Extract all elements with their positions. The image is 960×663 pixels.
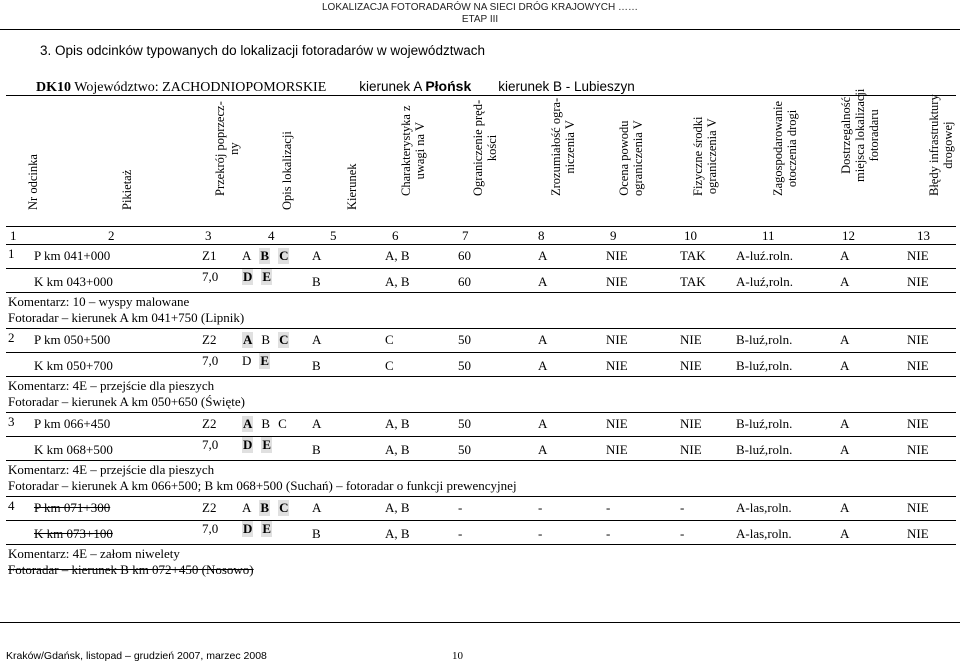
opis-cell: [242, 416, 295, 432]
column-header-line: Nr odcinka: [25, 154, 40, 210]
column-header-11: [770, 98, 799, 224]
column-number: 6: [392, 228, 399, 243]
zagospodarowanie-cell: A-luź.roln.: [736, 248, 794, 263]
page-number: 10: [452, 650, 463, 662]
ograniczenie-cell: 50: [458, 442, 471, 457]
row-rule: [6, 292, 956, 293]
bledy-cell: NIE: [907, 248, 929, 263]
column-header-line: niczenia V: [562, 120, 577, 174]
opis-letter: E: [262, 269, 272, 284]
header-line-2: ETAP III: [461, 14, 499, 25]
column-number: 9: [610, 228, 617, 243]
direction-a: Płońsk: [425, 78, 472, 94]
column-number: 3: [205, 228, 212, 243]
pikietaz-cell: P km 071+300: [34, 500, 111, 515]
opis-letter: B: [260, 500, 270, 515]
column-header-5: [337, 98, 359, 224]
column-header-line: uwagi na V: [412, 122, 427, 180]
ograniczenie-cell: 60: [458, 274, 471, 289]
opis-letter: D: [242, 353, 252, 368]
fizyczne-cell: TAK: [680, 248, 706, 263]
opis-letter: E: [260, 353, 270, 368]
bledy-cell: NIE: [907, 500, 929, 515]
bledy-cell: NIE: [907, 526, 929, 541]
kierunek-cell: A: [312, 416, 322, 431]
column-header-2: [112, 98, 134, 224]
opis-letter: C: [279, 248, 289, 263]
opis-cell: [242, 500, 297, 516]
opis-cell: [242, 332, 297, 348]
bledy-cell: NIE: [907, 332, 929, 347]
zagospodarowanie-cell: A-las,roln.: [736, 526, 792, 541]
column-header-line: fotoradaru: [866, 109, 881, 162]
zrozumialosc-cell: A: [538, 332, 548, 347]
fizyczne-cell: NIE: [680, 358, 702, 373]
bledy-cell: NIE: [907, 358, 929, 373]
direction-a-label: kierunek A: [359, 79, 426, 94]
przekroj-cell: 7,0: [202, 521, 219, 536]
column-number: 2: [108, 228, 115, 243]
charakterystyka-cell: A, B: [385, 442, 410, 457]
ograniczenie-cell: 50: [458, 358, 471, 373]
charakterystyka-cell: A, B: [385, 500, 410, 515]
fizyczne-cell: NIE: [680, 416, 702, 431]
dostrzegalnosc-cell: A: [840, 248, 850, 263]
column-header-line: Zrozumiałość ogra-: [548, 97, 563, 196]
fizyczne-cell: NIE: [680, 332, 702, 347]
header-bottom-rule: [6, 226, 956, 227]
dostrzegalnosc-cell: A: [840, 416, 850, 431]
bledy-cell: NIE: [907, 442, 929, 457]
charakterystyka-cell: A, B: [385, 416, 410, 431]
row-rule: [6, 436, 956, 437]
dostrzegalnosc-cell: A: [840, 442, 850, 457]
przekroj-cell: Z2: [202, 500, 217, 515]
row-rule: [6, 376, 956, 377]
footer-date: Kraków/Gdańsk, listopad – grudzień 2007, marzec 2008: [6, 650, 267, 662]
opis-letter: B: [261, 416, 271, 431]
bledy-cell: NIE: [907, 274, 929, 289]
przekroj-cell: Z2: [202, 416, 217, 431]
column-header-line: Ograniczenie pręd-: [470, 99, 485, 196]
charakterystyka-cell: A, B: [385, 526, 410, 541]
opis-letter: D: [243, 521, 253, 536]
zagospodarowanie-cell: B-luź,roln.: [736, 358, 793, 373]
opis-cell: [242, 269, 280, 285]
column-header-line: kości: [484, 134, 499, 162]
kierunek-cell: B: [312, 526, 321, 541]
column-header-line: Zagospodarowanie: [770, 100, 785, 196]
kierunek-cell: B: [312, 274, 321, 289]
column-header-9: [616, 98, 645, 224]
dostrzegalnosc-cell: A: [840, 358, 850, 373]
pikietaz-cell: P km 066+450: [34, 416, 111, 431]
kierunek-cell: B: [312, 442, 321, 457]
opis-letter: A: [243, 332, 253, 347]
ograniczenie-cell: 50: [458, 416, 471, 431]
column-header-line: Kierunek: [344, 163, 359, 210]
column-header-4: [272, 98, 294, 224]
section-number: 3: [8, 414, 15, 429]
opis-letter: C: [279, 332, 289, 347]
row-rule: [6, 520, 956, 521]
opis-letter: A: [243, 416, 253, 431]
zrozumialosc-cell: A: [538, 416, 548, 431]
direction-b: kierunek B - Lubieszyn: [498, 79, 635, 94]
row-rule: [6, 496, 956, 497]
zrozumialosc-cell: A: [538, 274, 548, 289]
ograniczenie-cell: -: [458, 526, 463, 541]
dostrzegalnosc-cell: A: [840, 500, 850, 515]
zagospodarowanie-cell: B-luź,roln.: [736, 442, 793, 457]
ocena-cell: NIE: [606, 442, 628, 457]
row-rule: [6, 544, 956, 545]
dostrzegalnosc-cell: A: [840, 274, 850, 289]
przekroj-cell: Z2: [202, 332, 217, 347]
column-header-3: [212, 98, 241, 224]
zrozumialosc-cell: -: [538, 526, 543, 541]
opis-letter: D: [243, 269, 253, 284]
fizyczne-cell: -: [680, 526, 685, 541]
road-info: [36, 78, 635, 96]
zagospodarowanie-cell: A-las,roln.: [736, 500, 792, 515]
opis-letter: E: [262, 521, 272, 536]
charakterystyka-cell: C: [385, 358, 394, 373]
fotoradar-note: Fotoradar – kierunek A km 066+500; B km 068+500 (Suchań) – fotoradar o funkcji prewencyjnej: [8, 478, 517, 493]
comment-text: Komentarz: 10 – wyspy malowane: [8, 294, 190, 309]
ocena-cell: -: [606, 526, 611, 541]
ocena-cell: -: [606, 500, 611, 515]
pikietaz-cell: K km 073+100: [34, 526, 113, 541]
column-header-line: Charakterystyka z: [398, 105, 413, 196]
column-header-line: Fizyczne środki: [690, 116, 705, 196]
dostrzegalnosc-cell: A: [840, 332, 850, 347]
fizyczne-cell: TAK: [680, 274, 706, 289]
column-header-1: [18, 98, 40, 224]
przekroj-cell: Z1: [202, 248, 217, 263]
fizyczne-cell: -: [680, 500, 685, 515]
section-number: 2: [8, 330, 15, 345]
column-header-line: Przekrój poprzecz-: [212, 101, 227, 196]
opis-letter: E: [262, 437, 272, 452]
kierunek-cell: A: [312, 332, 322, 347]
row-rule: [6, 460, 956, 461]
pikietaz-cell: K km 050+700: [34, 358, 113, 373]
column-header-8: [548, 97, 577, 224]
comment-text: Komentarz: 4E – przejście dla pieszych: [8, 462, 215, 477]
ograniczenie-cell: 60: [458, 248, 471, 263]
bledy-cell: NIE: [907, 416, 929, 431]
column-number: 1: [10, 228, 17, 243]
column-header-line: drogowej: [940, 121, 955, 169]
column-header-line: otoczenia drogi: [784, 109, 799, 188]
opis-cell: [242, 353, 278, 369]
charakterystyka-cell: C: [385, 332, 394, 347]
ograniczenie-cell: 50: [458, 332, 471, 347]
zrozumialosc-cell: -: [538, 500, 543, 515]
row-rule: [6, 328, 956, 329]
opis-letter: B: [261, 332, 271, 347]
pikietaz-cell: P km 041+000: [34, 248, 111, 263]
opis-cell: [242, 437, 280, 453]
row-rule: [6, 244, 956, 245]
zagospodarowanie-cell: A-luź,roln.: [736, 274, 794, 289]
zagospodarowanie-cell: B-luź,roln.: [736, 416, 793, 431]
opis-letter: C: [278, 416, 287, 431]
row-rule: [6, 412, 956, 413]
column-number: 11: [762, 228, 775, 243]
ocena-cell: NIE: [606, 274, 628, 289]
column-header-line: ograniczenia V: [704, 118, 719, 195]
column-number: 10: [684, 228, 697, 243]
column-number: 4: [268, 228, 275, 243]
charakterystyka-cell: A, B: [385, 274, 410, 289]
column-header-line: miejsca lokalizacji: [852, 88, 867, 182]
fotoradar-note: Fotoradar – kierunek B km 072+450 (Nosowo): [8, 562, 254, 577]
row-rule: [6, 268, 956, 269]
opis-letter: A: [242, 500, 252, 515]
kierunek-cell: A: [312, 248, 322, 263]
dostrzegalnosc-cell: A: [840, 526, 850, 541]
opis-cell: [242, 521, 280, 537]
column-header-line: ny: [226, 142, 241, 155]
ocena-cell: NIE: [606, 358, 628, 373]
running-header: [0, 2, 960, 26]
przekroj-cell: 7,0: [202, 269, 219, 284]
charakterystyka-cell: A, B: [385, 248, 410, 263]
footer-rule: [0, 622, 960, 623]
column-header-line: ograniczenia V: [630, 120, 645, 196]
opis-cell: [242, 248, 297, 264]
zrozumialosc-cell: A: [538, 248, 548, 263]
ocena-cell: NIE: [606, 248, 628, 263]
column-header-line: Pikietaż: [119, 169, 134, 210]
column-header-12: [838, 88, 881, 224]
opis-letter: D: [243, 437, 253, 452]
zrozumialosc-cell: A: [538, 358, 548, 373]
column-header-line: Dostrzegalność: [838, 96, 853, 174]
fotoradar-note: Fotoradar – kierunek A km 041+750 (Lipnik): [8, 310, 245, 325]
column-number: 5: [330, 228, 337, 243]
przekroj-cell: 7,0: [202, 437, 219, 452]
table-top-rule: [6, 95, 956, 96]
row-rule: [6, 352, 956, 353]
section-number: 1: [8, 246, 15, 261]
column-header-10: [690, 98, 719, 224]
column-header-6: [398, 98, 427, 224]
fotoradar-note: Fotoradar – kierunek A km 050+650 (Święte): [8, 394, 245, 409]
pikietaz-cell: K km 068+500: [34, 442, 113, 457]
ograniczenie-cell: -: [458, 500, 463, 515]
header-line-1: LOKALIZACJA FOTORADARÓW NA SIECI DRÓG KRAJOWYCH ……: [322, 2, 638, 13]
road-number: DK10: [36, 80, 71, 95]
opis-letter: B: [260, 248, 270, 263]
kierunek-cell: B: [312, 358, 321, 373]
voivodeship: Województwo: ZACHODNIOPOMORSKIE: [71, 80, 327, 95]
kierunek-cell: A: [312, 500, 322, 515]
przekroj-cell: 7,0: [202, 353, 219, 368]
section-title: 3. Opis odcinków typowanych do lokalizacji fotoradarów w województwach: [40, 43, 485, 58]
opis-letter: C: [279, 500, 289, 515]
column-number: 12: [842, 228, 855, 243]
comment-text: Komentarz: 4E – przejście dla pieszych: [8, 378, 215, 393]
ocena-cell: NIE: [606, 332, 628, 347]
opis-letter: A: [242, 248, 252, 263]
column-header-line: Ocena powodu: [616, 120, 631, 196]
ocena-cell: NIE: [606, 416, 628, 431]
column-number: 13: [917, 228, 930, 243]
section-number: 4: [8, 498, 15, 513]
column-header-line: Opis lokalizacji: [279, 131, 294, 210]
zrozumialosc-cell: A: [538, 442, 548, 457]
fizyczne-cell: NIE: [680, 442, 702, 457]
column-header-line: Błędy infrastruktury: [926, 94, 941, 196]
pikietaz-cell: K km 043+000: [34, 274, 113, 289]
pikietaz-cell: P km 050+500: [34, 332, 111, 347]
column-number: 7: [462, 228, 469, 243]
column-header-7: [470, 98, 499, 224]
column-number: 8: [538, 228, 545, 243]
zagospodarowanie-cell: B-luź,roln.: [736, 332, 793, 347]
column-header-13: [926, 94, 955, 224]
header-rule: [0, 29, 960, 30]
comment-text: Komentarz: 4E – załom niwelety: [8, 546, 180, 561]
